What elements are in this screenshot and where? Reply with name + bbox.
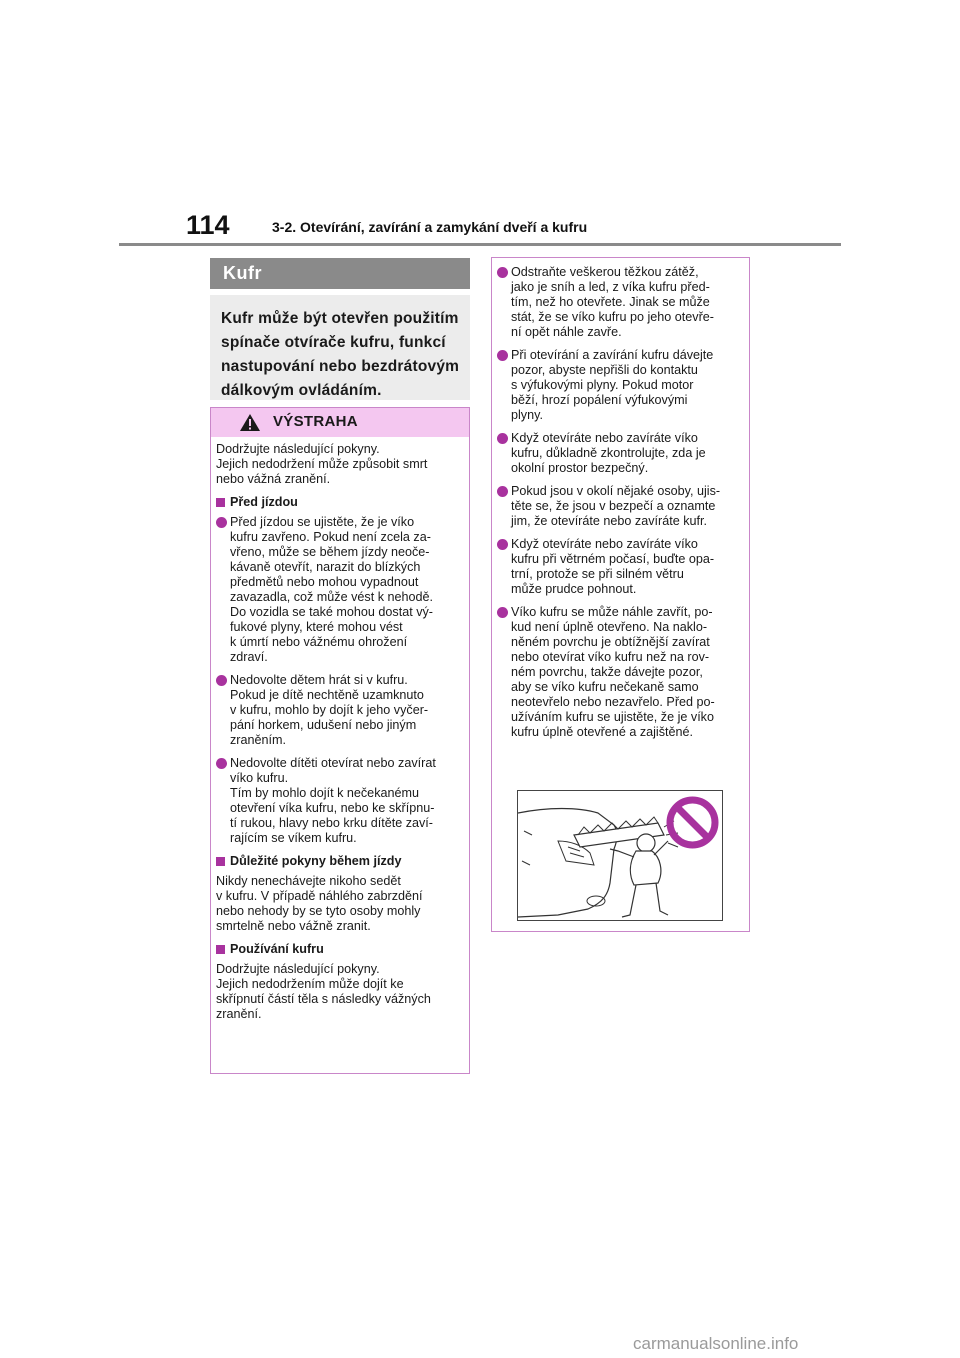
- text-line: neotevřelo nebo nezavřelo. Před po-: [511, 695, 715, 709]
- text-line: víko kufru.: [230, 771, 289, 785]
- text-line: okolní prostor bezpečný.: [511, 461, 649, 475]
- list-item: [497, 484, 747, 529]
- list-item: [497, 431, 747, 476]
- text-line: ném povrchu, takže dávejte pozor,: [511, 665, 703, 679]
- header-divider: [119, 243, 841, 246]
- list-item: [497, 265, 747, 340]
- text-line: aby se víko kufru nečekaně samo: [511, 680, 699, 694]
- text-line: jako je sníh a led, z víka kufru před-: [511, 280, 710, 294]
- text-line: kud není úplně otevřeno. Na naklo-: [511, 620, 708, 634]
- text-line: zdraví.: [230, 650, 268, 664]
- round-bullet-icon: [497, 350, 508, 361]
- section-title: Kufr: [223, 263, 262, 283]
- round-bullet-icon: [497, 539, 508, 550]
- text-line: v kufru. V případě náhlého zabrzdění: [216, 889, 423, 903]
- text-line: smrtelně nebo vážně zranit.: [216, 919, 371, 933]
- round-bullet-icon: [497, 486, 508, 497]
- text-line: trní, protože se při silném větru: [511, 567, 684, 581]
- text-line: stát, že se víko kufru po jeho otevře-: [511, 310, 715, 324]
- round-bullet-icon: [497, 267, 508, 278]
- text-line: kufru, důkladně zkontrolujte, zda je: [511, 446, 706, 460]
- text-line: ní opět náhle zavře.: [511, 325, 622, 339]
- text-line: něném povrchu je obtížnější zavírat: [511, 635, 710, 649]
- text-line: fukové plyny, které mohou vést: [230, 620, 403, 634]
- warning-title: VÝSTRAHA: [273, 413, 358, 430]
- chapter-title: 3-2. Otevírání, zavírání a zamykání dveří a kufru: [272, 219, 588, 235]
- warning-content-continued: [497, 265, 747, 748]
- list-item: [216, 756, 468, 846]
- text-line: jim, že otevíráte nebo zavíráte kufr.: [511, 514, 707, 528]
- text-line: Nedovolte dítěti otevírat nebo zavírat: [230, 756, 436, 770]
- text-line: pozor, abyste nepřišli do kontaktu: [511, 363, 698, 377]
- prohibition-icon: [665, 795, 720, 850]
- text-line: tím, než ho otevřete. Jinak se může: [511, 295, 710, 309]
- text-line: Pokud jsou v okolí nějaké osoby, ujis-: [511, 484, 721, 498]
- text-line: Když otevíráte nebo zavíráte víko: [511, 431, 698, 445]
- round-bullet-icon: [216, 675, 227, 686]
- text-line: těte se, že jsou v bezpečí a oznamte: [511, 499, 716, 513]
- warning-content: [216, 442, 468, 1030]
- warning-triangle-icon: [239, 413, 261, 432]
- text-line: Před jízdou se ujistěte, že je víko: [230, 515, 415, 529]
- text-line: Tím by mohlo dojít k nečekanému: [230, 786, 419, 800]
- warning-header: [211, 408, 469, 437]
- text-line: Jejich nedodržením může dojít ke: [216, 977, 404, 991]
- square-bullet-icon: [216, 945, 225, 954]
- subheading-text: Před jízdou: [230, 495, 298, 509]
- text-line: v kufru, mohlo by dojít k jeho vyčer-: [230, 703, 429, 717]
- section-title-bar: [210, 258, 470, 289]
- subheading-driving: [216, 854, 468, 869]
- text-line: běží, hrozí popálení výfukovými: [511, 393, 688, 407]
- square-bullet-icon: [216, 857, 225, 866]
- text-line: Pokud je dítě nechtěně uzamknuto: [230, 688, 424, 702]
- section-intro: Kufr může být otevřen použitím spínače otvírače kufru, funkcí nastupování nebo bezdrátovým dálkovým ovládáním.: [221, 310, 460, 399]
- text-line: kufru při větrném počasí, buďte opa-: [511, 552, 715, 566]
- subheading-text: Používání kufru: [230, 942, 324, 956]
- list-item: [497, 348, 747, 423]
- text-line: skřípnutí částí těla s následky vážných: [216, 992, 431, 1006]
- text-line: nebo otevírat víko kufru než na rov-: [511, 650, 710, 664]
- text-line: Do vozidla se také mohou dostat vý-: [230, 605, 434, 619]
- text-line: kufru úplně otevřené a zajištěné.: [511, 725, 694, 739]
- text-line: zavazadla, což může vést k nehodě.: [230, 590, 434, 604]
- subheading-text: Důležité pokyny během jízdy: [230, 854, 402, 868]
- text-line: s výfukovými plyny. Pokud motor: [511, 378, 694, 392]
- section-intro-box: [210, 295, 470, 400]
- text-line: Odstraňte veškerou těžkou zátěž,: [511, 265, 699, 279]
- text-line: Nikdy nenechávejte nikoho sedět: [216, 874, 401, 888]
- square-bullet-icon: [216, 498, 225, 507]
- text-line: zraněním.: [230, 733, 286, 747]
- list-item: [497, 605, 747, 740]
- round-bullet-icon: [497, 607, 508, 618]
- warning-intro: [216, 442, 468, 487]
- text-line: plyny.: [511, 408, 543, 422]
- list-item: [216, 673, 468, 748]
- text-line: Při otevírání a zavírání kufru dávejte: [511, 348, 714, 362]
- text-line: kufru zavřeno. Pokud není zcela za-: [230, 530, 431, 544]
- text-line: zranění.: [216, 1007, 262, 1021]
- page-number: 114: [186, 210, 230, 240]
- text-line: Dodržujte následující pokyny.: [216, 442, 380, 456]
- text-line: může prudce pohnout.: [511, 582, 637, 596]
- round-bullet-icon: [497, 433, 508, 444]
- driving-paragraph: [216, 874, 468, 934]
- text-line: rajícím se víkem kufru.: [230, 831, 357, 845]
- subheading-before-driving: [216, 495, 468, 510]
- round-bullet-icon: [216, 517, 227, 528]
- text-line: nebo nehody by se tyto osoby mohly: [216, 904, 421, 918]
- text-line: pání horkem, udušení nebo jiným: [230, 718, 417, 732]
- text-line: vřeno, může se během jízdy neoče-: [230, 545, 430, 559]
- round-bullet-icon: [216, 758, 227, 769]
- text-line: nebo vážná zranění.: [216, 472, 331, 486]
- watermark: carmanualsonline.info: [633, 1334, 799, 1353]
- text-line: Nedovolte dětem hrát si v kufru.: [230, 673, 408, 687]
- text-line: Dodržujte následující pokyny.: [216, 962, 380, 976]
- using-paragraph: [216, 962, 468, 1022]
- subheading-using-trunk: [216, 942, 468, 957]
- list-item: [216, 515, 468, 665]
- list-item: [497, 537, 747, 597]
- text-line: Víko kufru se může náhle zavřít, po-: [511, 605, 713, 619]
- text-line: Jejich nedodržení může způsobit smrt: [216, 457, 428, 471]
- text-line: kávaně otevřít, narazit do blízkých: [230, 560, 421, 574]
- text-line: tí rukou, hlavy nebo krku dítěte zaví-: [230, 816, 434, 830]
- text-line: otevření víka kufru, nebo ke skřípnu-: [230, 801, 435, 815]
- text-line: předmětů nebo mohou vypadnout: [230, 575, 419, 589]
- text-line: užíváním kufru se ujistěte, že je víko: [511, 710, 714, 724]
- text-line: k úmrtí nebo vážnému ohrožení: [230, 635, 408, 649]
- text-line: Když otevíráte nebo zavíráte víko: [511, 537, 698, 551]
